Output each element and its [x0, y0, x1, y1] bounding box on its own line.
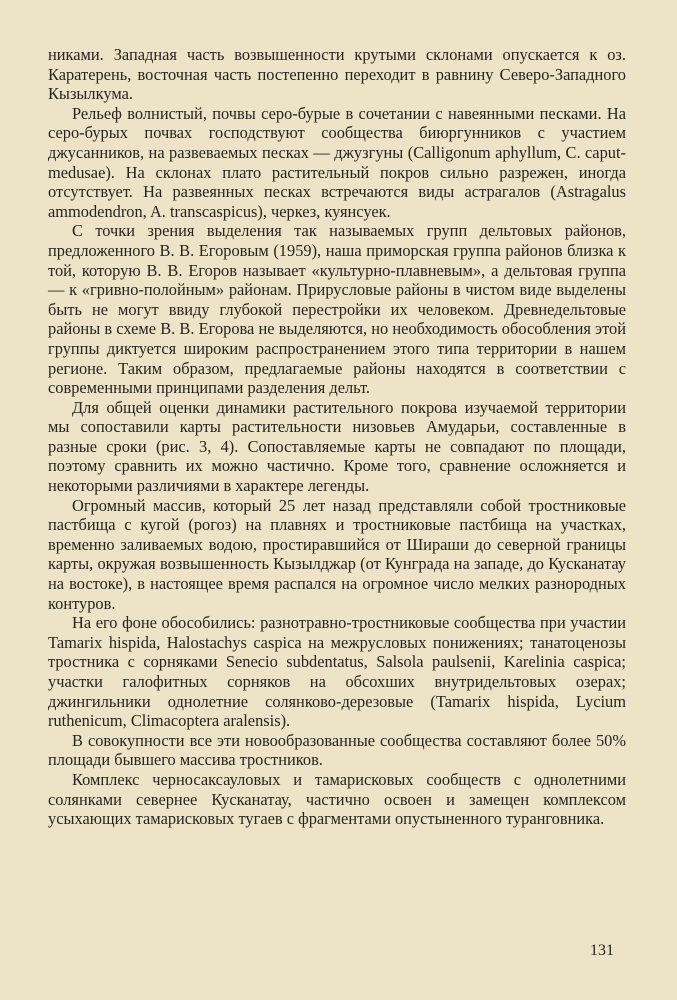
page-number: 131 [590, 942, 614, 959]
paragraph-5: Огромный массив, который 25 лет назад представляли собой тростниковые пастбища с кугой (рогоз) на плавнях и тростниковые пастбища на участках, временно заливаемых водою, простиравшийся от Шираши до северной границы карты, окружая возвышенность Кызылджар (от Кунграда на западе, до Кусканатау на востоке), в настоящее время распался на огромное число мелких разнородных контуров. [48, 495, 626, 613]
paragraph-4: Для общей оценки динамики растительного покрова изучаемой территории мы сопоставили карты растительности низовьев Амударьи, составленные в разные сроки (рис. 3, 4). Сопоставляемые карты не совпадают по площади, поэтому сравнить их можно частично. Кроме того, сравнение осложняется и некоторыми различиями в характере легенды. [48, 397, 626, 496]
paragraph-8: Комплекс черносаксауловых и тамарисковых сообществ с однолетними солянками севернее Кусканатау, частично освоен и замещен комплексом усыхающих тамарисковых тугаев с фрагментами опустыненного туранговника. [48, 769, 626, 829]
paragraph-6: На его фоне обособились: разнотравно-тростниковые сообщества при участии Tamarix hispida, Halostachys caspica на межрусловых понижениях; танатоценозы тростника с сорняками Senecio subdentatus, Salsola paulsenii, Karelinia caspica; участки галофитных сорняков на обсохших внутридельтовых озерах; джингильники однолетние солянково-дерезовые (Tamarix hispida, Lycium ruthenicum, Climacoptera aralensis). [48, 613, 626, 731]
paragraph-1: никами. Западная часть возвышенности крутыми склонами опускается к оз. Каратерень, восточная часть постепенно переходит в равнину Северо-Западного Кызылкума. [48, 45, 626, 104]
paragraph-2: Рельеф волнистый, почвы серо-бурые в сочетании с навеянными песками. На серо-бурых почвах господствуют сообщества биюргунников с участием джусанников, на развеваемых песках — джузгуны (Calligonum aphyllum, C. caput-medusae). На склонах плато растительный покров сильно разрежен, иногда отсутствует. На развеянных песках встречаются виды астрагалов (Astragalus ammodendron, A. transcaspicus), черкез, куянсуек. [48, 103, 626, 221]
paragraph-7: В совокупности все эти новообразованные сообщества составляют более 50% площади бывшего массива тростников. [48, 730, 626, 770]
paragraph-3: С точки зрения выделения так называемых групп дельтовых районов, предложенного В. В. Егоровым (1959), наша приморская группа районов близка к той, которую В. В. Егоров называет «культурно-плавневым», а дельтовая группа — к «гривно-полойным» районам. Прирусловые районы в чистом виде выделены быть не могут ввиду глубокой перестройки их человеком. Древнедельтовые районы в схеме В. В. Егорова не выделяются, но необходимость обособления этой группы диктуется широким распространением этого типа территории в нашем регионе. Таким образом, предлагаемые районы находятся в соответствии с современными принципами разделения дельт. [48, 221, 626, 398]
text-column [48, 45, 626, 829]
